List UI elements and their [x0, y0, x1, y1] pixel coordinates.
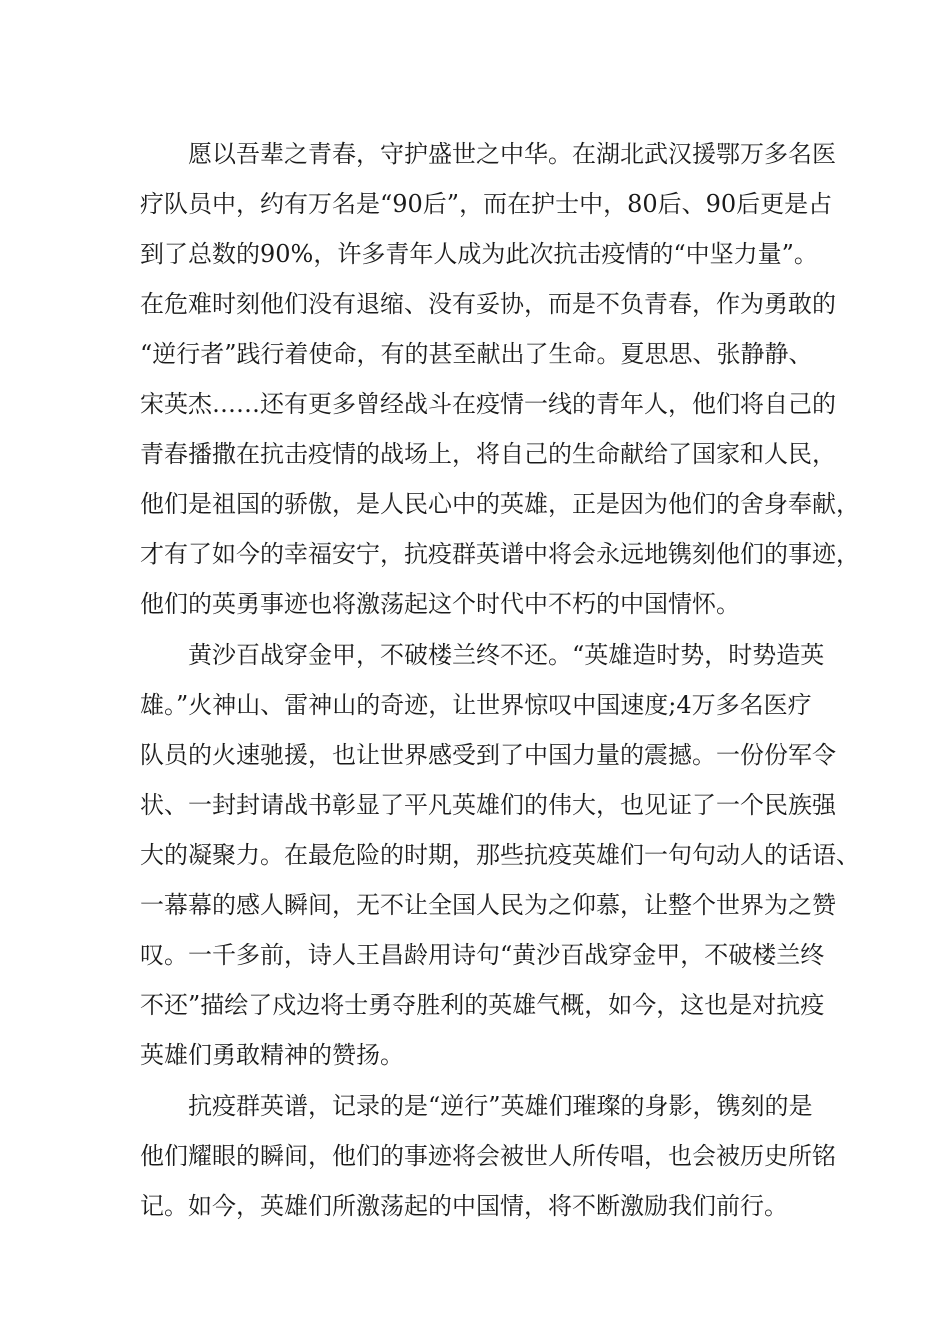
- paragraph-line: 状、一封封请战书彰显了平凡英雄们的伟大，也见证了一个民族强: [140, 791, 836, 819]
- paragraph-2: [140, 630, 860, 1080]
- paragraph-line: 叹。一千多前，诗人王昌龄用诗句“黄沙百战穿金甲，不破楼兰终: [140, 941, 825, 969]
- paragraph-line: 在危难时刻他们没有退缩、没有妥协，而是不负青春，作为勇敢的: [140, 290, 836, 318]
- paragraph-line: 他们的英勇事迹也将激荡起这个时代中不朽的中国情怀。: [140, 590, 740, 618]
- paragraph-line: 大的凝聚力。在最危险的时期，那些抗疫英雄们一句句动人的话语、: [140, 841, 860, 869]
- paragraph-line: “逆行者”践行着使命，有的甚至献出了生命。夏思思、张静静、: [140, 340, 813, 368]
- paragraph-line: 青春播撒在抗击疫情的战场上，将自己的生命献给了国家和人民，: [140, 440, 836, 468]
- paragraph-line: 愿以吾辈之青春，守护盛世之中华。在湖北武汉援鄂万多名医: [188, 140, 836, 168]
- paragraph-line: 抗疫群英谱，记录的是“逆行”英雄们璀璨的身影，镌刻的是: [188, 1092, 813, 1120]
- paragraph-line: 黄沙百战穿金甲，不破楼兰终不还。“英雄造时势，时势造英: [188, 641, 825, 669]
- paragraph-line: 宋英杰……还有更多曾经战斗在疫情一线的青年人，他们将自己的: [140, 390, 836, 418]
- paragraph-line: 一幕幕的感人瞬间，无不让全国人民为之仰慕，让整个世界为之赞: [140, 891, 836, 919]
- paragraph-line: 他们是祖国的骄傲，是人民心中的英雄，正是因为他们的舍身奉献，: [140, 490, 860, 518]
- paragraph-line: 他们耀眼的瞬间，他们的事迹将会被世人所传唱，也会被历史所铭: [140, 1142, 836, 1170]
- paragraph-1: [140, 129, 860, 629]
- paragraph-line: 英雄们勇敢精神的赞扬。: [140, 1041, 404, 1069]
- paragraph-line: 疗队员中，约有万名是“90后”，而在护士中，80后、90后更是占: [140, 190, 833, 218]
- paragraph-line: 才有了如今的幸福安宁，抗疫群英谱中将会永远地镌刻他们的事迹，: [140, 540, 860, 568]
- paragraph-line: 雄。”火神山、雷神山的奇迹，让世界惊叹中国速度;4万多名医疗: [140, 691, 812, 719]
- paragraph-line: 到了总数的90%，许多青年人成为此次抗击疫情的“中坚力量”。: [140, 240, 818, 268]
- paragraph-line: 队员的火速驰援，也让世界感受到了中国力量的震撼。一份份军令: [140, 741, 836, 769]
- paragraph-3: [140, 1081, 836, 1231]
- paragraph-line: 不还”描绘了戍边将士勇夺胜利的英雄气概，如今，这也是对抗疫: [140, 991, 825, 1019]
- paragraph-line: 记。如今，英雄们所激荡起的中国情，将不断激励我们前行。: [140, 1192, 788, 1220]
